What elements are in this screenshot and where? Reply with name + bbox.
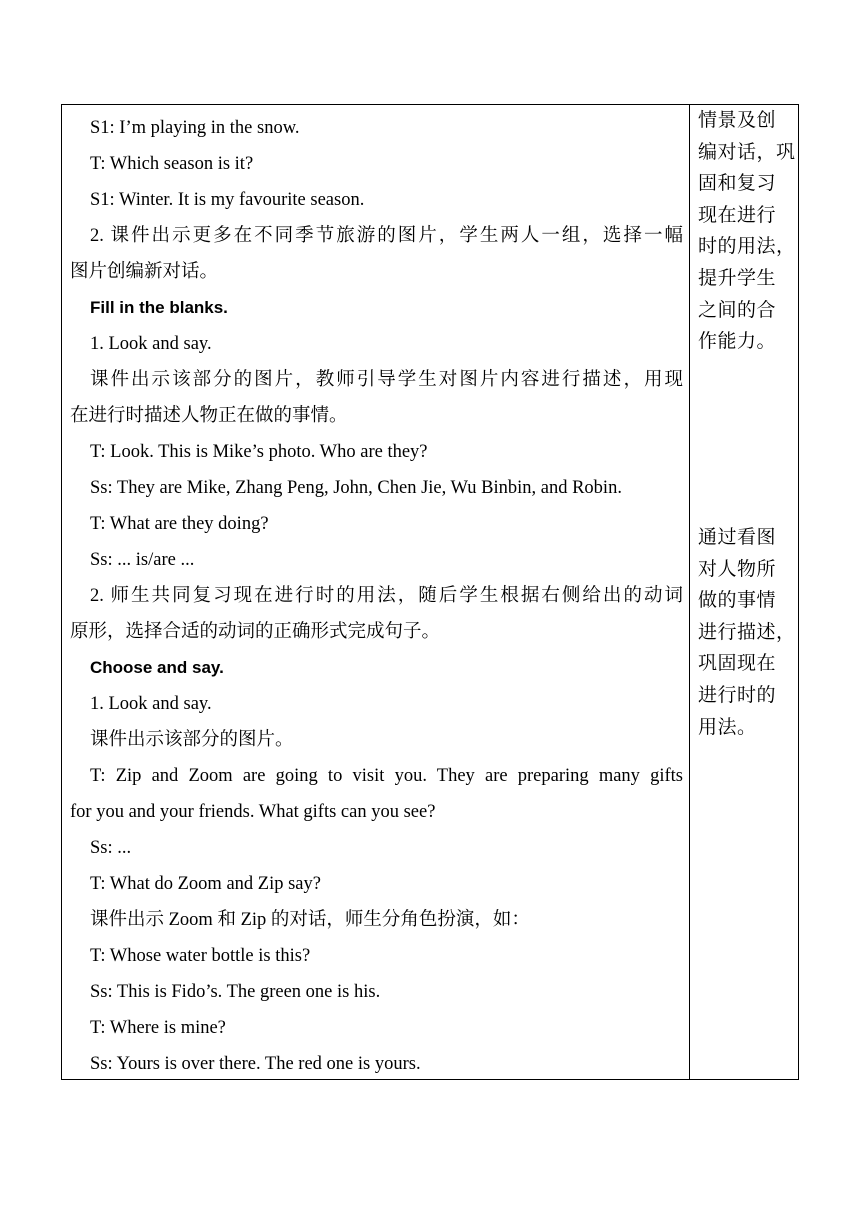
- instruction-line: 课件出示该部分的图片，教师引导学生对图片内容进行描述，用现: [90, 370, 683, 390]
- design-note-line: 之间的合: [698, 299, 777, 321]
- dialogue-line: Ss: This is Fido’s. The green one is his.: [90, 982, 381, 1002]
- design-note-line: 进行时的: [698, 685, 777, 706]
- instruction-line: 课件出示 Zoom 和 Zip 的对话，师生分角色扮演，如：: [90, 910, 530, 930]
- dialogue-line: S1: Winter. It is my favourite season.: [90, 190, 365, 210]
- design-note-line: 进行描述，: [698, 621, 796, 643]
- design-note-line: 巩固现在: [698, 653, 777, 675]
- dialogue-line: T: Look. This is Mike’s photo. Who are they?: [90, 442, 428, 462]
- instruction-line: 2. 师生共同复习现在进行时的用法，随后学生根据右侧给出的动词: [90, 586, 683, 606]
- design-note-line: 现在进行: [698, 204, 777, 226]
- design-note-line: 用法。: [698, 716, 757, 738]
- step-heading: 1. Look and say.: [90, 694, 212, 714]
- dialogue-line: T: Where is mine?: [90, 1018, 226, 1038]
- design-note-line: 做的事情: [698, 590, 777, 612]
- teaching-procedure-cell: [62, 105, 689, 1079]
- dialogue-line: T: What do Zoom and Zip say?: [90, 874, 321, 894]
- instruction-line: 2. 课件出示更多在不同季节旅游的图片，学生两人一组，选择一幅: [90, 226, 683, 246]
- instruction-line: 在进行时描述人物正在做的事情。: [70, 406, 348, 426]
- instruction-line: 图片创编新对话。: [70, 262, 219, 282]
- design-note-line: 作能力。: [698, 331, 777, 353]
- dialogue-line: Ss: They are Mike, Zhang Peng, John, Chen Jie, Wu Binbin, and Robin.: [90, 478, 622, 498]
- instruction-line: 原形，选择合适的动词的正确形式完成句子。: [70, 622, 441, 642]
- section-heading-choose-and-say: Choose and say.: [90, 658, 224, 677]
- dialogue-line: Ss: Yours is over there. The red one is yours.: [90, 1054, 421, 1074]
- dialogue-line: Ss: ...: [90, 838, 132, 858]
- design-note-line: 情景及创: [698, 110, 777, 131]
- dialogue-line: Ss: ... is/are ...: [90, 550, 195, 570]
- dialogue-line: T: Which season is it?: [90, 154, 254, 174]
- dialogue-line: for you and your friends. What gifts can you see?: [70, 802, 436, 822]
- lesson-table: [61, 104, 799, 1080]
- step-heading: 1. Look and say.: [90, 334, 212, 354]
- design-intent-cell: [690, 105, 798, 1079]
- dialogue-line: T: Whose water bottle is this?: [90, 946, 311, 966]
- design-note-line: 固和复习: [698, 173, 777, 195]
- dialogue-line: S1: I’m playing in the snow.: [90, 118, 300, 138]
- design-note-line: 编对话，巩: [698, 141, 796, 163]
- section-heading-fill-in-the-blanks: Fill in the blanks.: [90, 298, 228, 317]
- design-note-line: 通过看图: [698, 527, 777, 548]
- design-note-line: 时的用法，: [698, 236, 796, 258]
- design-note-line: 对人物所: [698, 558, 777, 580]
- design-note-line: 提升学生: [698, 268, 777, 289]
- dialogue-line: T: What are they doing?: [90, 514, 269, 534]
- dialogue-line: T: Zip and Zoom are going to visit you. They are preparing many gifts: [90, 766, 683, 786]
- instruction-line: 课件出示该部分的图片。: [90, 730, 294, 750]
